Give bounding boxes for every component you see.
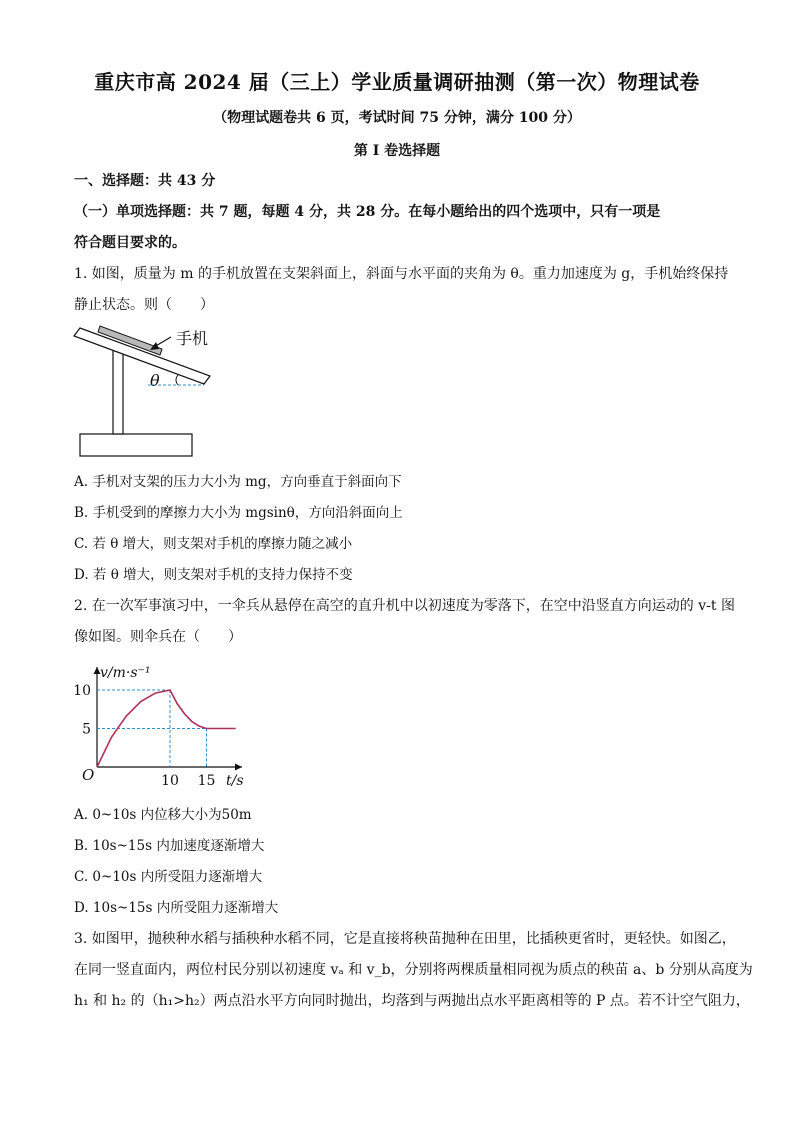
q2-option-d: D. 10s~15s 内所受阻力逐渐增大 (74, 900, 279, 916)
q1-option-d: D. 若 θ 增大，则支架对手机的支持力保持不变 (74, 567, 353, 583)
q2-option-c: C. 0~10s 内所受阻力逐渐增大 (74, 869, 263, 885)
y-tick-label: 10 (73, 683, 91, 699)
q1-option-b: B. 手机受到的摩擦力大小为 mgsinθ，方向沿斜面向上 (74, 505, 403, 521)
angle-label: θ (150, 371, 160, 390)
q3-stem-line1: 3. 如图甲，抛秧种水稻与插秧种水稻不同，它是直接将秧苗抛种在田里，比插秧更省时，更轻快。如图乙， (74, 931, 736, 947)
origin-label: O (82, 766, 95, 784)
section-heading: 一、选择题：共 43 分 (74, 173, 216, 189)
x-axis-label: t/s (226, 773, 244, 789)
q2-stem-line2: 像如图。则伞兵在（ ） (74, 629, 242, 645)
stand-pole (113, 344, 123, 434)
angle-arc (176, 375, 178, 385)
section-instructions-line1: （一）单项选择题：共 7 题，每题 4 分，共 28 分。在每小题给出的四个选项中，只有一项是 (74, 204, 661, 220)
y-axis-label: v/m·s⁻¹ (100, 665, 151, 681)
q1-stem-line1: 1. 如图，质量为 m 的手机放置在支架斜面上，斜面与水平面的夹角为 θ。重力加速度为 g，手机始终保持 (74, 266, 729, 282)
y-tick-label: 5 (82, 721, 91, 738)
q3-stem-line3: h₁ 和 h₂ 的（h₁>h₂）两点沿水平方向同时抛出，均落到与两抛出点水平距离相等的 P 点。若不计空气阻力， (74, 993, 750, 1009)
q2-option-b: B. 10s~15s 内加速度逐渐增大 (74, 838, 265, 854)
q1-option-c: C. 若 θ 增大，则支架对手机的摩擦力随之减小 (74, 536, 353, 552)
q2-option-a: A. 0~10s 内位移大小为50m (74, 807, 252, 823)
phone-label: 手机 (176, 329, 209, 348)
stand-base (80, 434, 192, 456)
section-instructions-line2: 符合题目要求的。 (74, 235, 186, 251)
vt-chart (70, 655, 250, 795)
q2-stem-line1: 2. 在一次军事演习中，一伞兵从悬停在高空的直升机中以初速度为零落下，在空中沿竖直方向运动的 v-t 图 (74, 598, 735, 614)
exam-info: （物理试题卷共 6 页，考试时间 75 分钟，满分 100 分） (213, 110, 581, 126)
x-tick-label: 10 (161, 773, 179, 789)
q1-stem-line2: 静止状态。则（ ） (74, 297, 214, 313)
volume-heading: 第 I 卷选择题 (353, 143, 441, 159)
x-tick-label: 15 (197, 773, 216, 789)
page-title: 重庆市高 2024 届（三上）学业质量调研抽测（第一次）物理试卷 (94, 70, 700, 94)
q1-figure (70, 322, 220, 462)
q1-option-a: A. 手机对支架的压力大小为 mg，方向垂直于斜面向下 (74, 474, 402, 490)
vt-curve (97, 690, 236, 767)
q3-stem-line2: 在同一竖直面内，两位村民分别以初速度 vₐ 和 v_b，分别将两棵质量相同视为质点的秧苗 a、b 分别从高度为 (74, 962, 753, 978)
